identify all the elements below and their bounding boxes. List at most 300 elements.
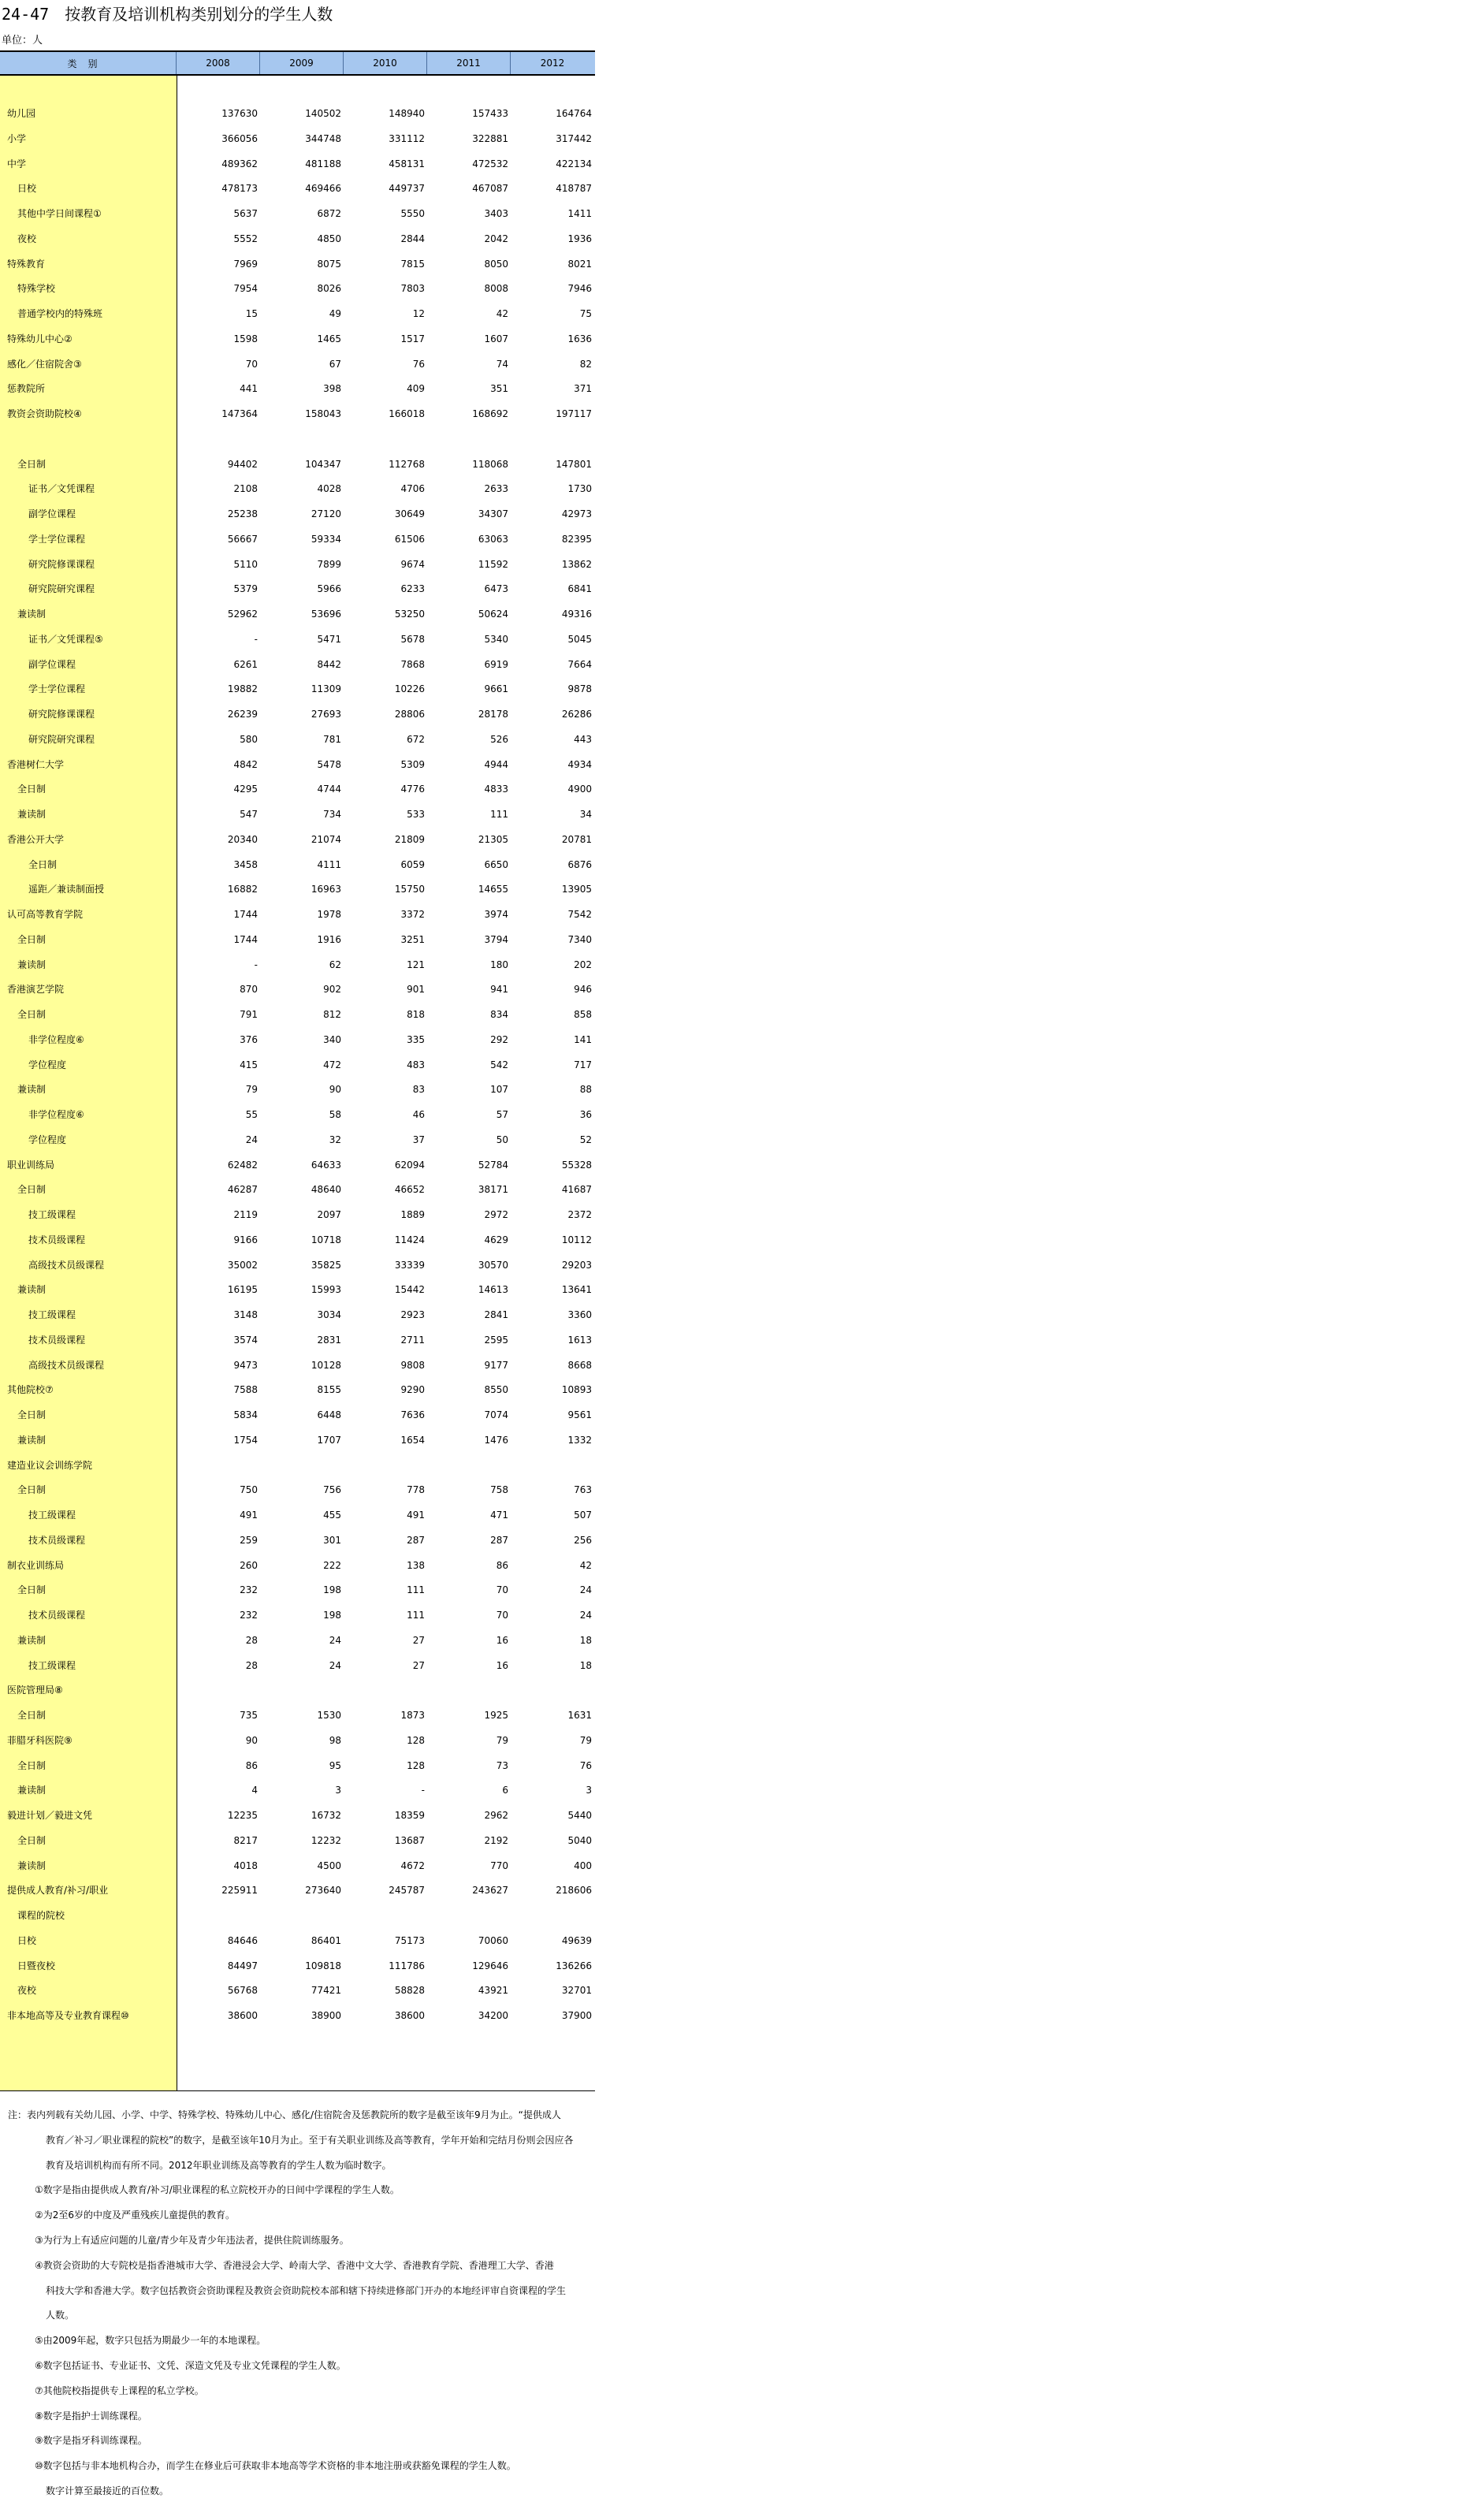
row-label: 技工级课程 bbox=[28, 1209, 76, 1220]
cell-2010: 37 bbox=[412, 1134, 425, 1145]
cell-2008: 366056 bbox=[221, 132, 258, 144]
cell-2011: 34200 bbox=[478, 2010, 508, 2021]
cell-2008: 28 bbox=[245, 1659, 258, 1671]
cell-2010: 128 bbox=[407, 1759, 425, 1771]
table-row bbox=[0, 652, 595, 677]
table-row bbox=[0, 1202, 595, 1227]
row-label: 技工级课程 bbox=[28, 1309, 76, 1320]
cell-2010: 148940 bbox=[389, 108, 425, 119]
cell-2009: 472 bbox=[323, 1059, 341, 1070]
cell-2009: 35825 bbox=[311, 1259, 341, 1271]
cell-2011: 3974 bbox=[484, 909, 508, 920]
row-label: 教资会资助院校④ bbox=[7, 408, 82, 419]
cell-2008: 70 bbox=[245, 358, 258, 370]
cell-2011: 292 bbox=[490, 1033, 508, 1045]
cell-2009: 1707 bbox=[317, 1434, 341, 1446]
cell-2010: 83 bbox=[412, 1084, 425, 1096]
table-row bbox=[0, 1402, 595, 1428]
cell-2012: 42973 bbox=[561, 508, 592, 519]
cell-2011: 6 bbox=[502, 1785, 508, 1796]
cell-2008: 7969 bbox=[233, 258, 258, 270]
row-label: 制衣业训练局 bbox=[7, 1559, 65, 1571]
table-row bbox=[0, 1277, 595, 1302]
cell-2012: 3360 bbox=[567, 1309, 592, 1320]
footnote-text: ⑦其他院校指提供专上课程的私立学校。 bbox=[35, 2384, 204, 2396]
data-table bbox=[0, 50, 595, 2090]
cell-2010: 2711 bbox=[400, 1334, 425, 1346]
cell-2008: 3574 bbox=[233, 1334, 258, 1346]
cell-2009: 3 bbox=[335, 1785, 341, 1796]
row-label: 兼读制 bbox=[17, 1084, 46, 1096]
cell-2011: 34307 bbox=[478, 508, 508, 519]
cell-2009: 198 bbox=[323, 1584, 341, 1596]
cell-2009: 756 bbox=[323, 1484, 341, 1496]
cell-2009: 1530 bbox=[317, 1710, 341, 1721]
cell-2009: 16963 bbox=[311, 884, 341, 895]
cell-2011: 38171 bbox=[478, 1184, 508, 1196]
cell-2008 bbox=[179, 426, 258, 452]
cell-2011: 30570 bbox=[478, 1259, 508, 1271]
cell-2009: 86401 bbox=[311, 1934, 341, 1946]
table-row bbox=[0, 1152, 595, 1178]
cell-2011: 11592 bbox=[478, 558, 508, 570]
table-row bbox=[0, 601, 595, 627]
cell-2012: 8668 bbox=[567, 1359, 592, 1371]
table-row bbox=[0, 301, 595, 326]
cell-2009: 27693 bbox=[311, 709, 341, 720]
cell-2008: 137630 bbox=[221, 108, 258, 119]
table-row bbox=[0, 802, 595, 827]
table-row bbox=[0, 977, 595, 1002]
cell-2011: 7074 bbox=[484, 1409, 508, 1420]
cell-2011 bbox=[430, 1453, 508, 1478]
cell-2010: 7815 bbox=[400, 258, 425, 270]
table-row bbox=[0, 902, 595, 927]
row-label: 全日制 bbox=[17, 1184, 46, 1196]
row-label: 香港演艺学院 bbox=[7, 984, 65, 996]
cell-2010: 13687 bbox=[394, 1834, 425, 1846]
cell-2011: 70 bbox=[496, 1610, 508, 1621]
cell-2008: 4 bbox=[251, 1785, 258, 1796]
row-label: 全日制 bbox=[17, 1009, 46, 1020]
row-label: 兼读制 bbox=[17, 609, 46, 620]
row-label: 技术员级课程 bbox=[28, 1534, 86, 1546]
table-row bbox=[0, 1353, 595, 1378]
row-label: 非学位程度⑥ bbox=[28, 1109, 84, 1120]
cell-2012: 507 bbox=[574, 1510, 592, 1521]
cell-2011: 6919 bbox=[484, 658, 508, 670]
cell-2011: 16 bbox=[496, 1634, 508, 1646]
table-row bbox=[0, 2003, 595, 2028]
cell-2010: 7868 bbox=[400, 658, 425, 670]
row-label: 普通学校内的特殊班 bbox=[17, 308, 103, 319]
cell-2010 bbox=[346, 1903, 425, 1928]
cell-2011: 758 bbox=[490, 1484, 508, 1496]
row-label: 技术员级课程 bbox=[28, 1334, 86, 1346]
cell-2010: 3372 bbox=[400, 909, 425, 920]
cell-2012 bbox=[513, 1453, 592, 1478]
cell-2011: 50624 bbox=[478, 609, 508, 620]
cell-2008: 791 bbox=[240, 1009, 258, 1020]
table-row bbox=[0, 1327, 595, 1353]
row-label: 兼读制 bbox=[17, 1634, 46, 1646]
cell-2012 bbox=[513, 426, 592, 452]
table-row bbox=[0, 1753, 595, 1778]
footnote-text: ⑩数字包括与非本地机构合办，而学生在修业后可获取非本地高等学术资格的非本地注册或获豁免课程的学生人数。 bbox=[35, 2460, 516, 2472]
cell-2010: 901 bbox=[407, 984, 425, 996]
cell-2009: 58 bbox=[329, 1109, 341, 1120]
cell-2009: 2831 bbox=[317, 1334, 341, 1346]
cell-2009: 8075 bbox=[317, 258, 341, 270]
table-row bbox=[0, 1227, 595, 1253]
cell-2008: 1744 bbox=[233, 933, 258, 945]
table-row bbox=[0, 101, 595, 126]
cell-2009: 6872 bbox=[317, 208, 341, 219]
row-label: 兼读制 bbox=[17, 1785, 46, 1796]
footnote-text: 教育及培训机构而有所不同。2012年职业训练及高等教育的学生人数为临时数字。 bbox=[46, 2159, 392, 2171]
cell-2012: 7946 bbox=[567, 283, 592, 295]
header-year-2010: 2010 bbox=[344, 52, 427, 74]
cell-2010: 30649 bbox=[394, 508, 425, 519]
table-row bbox=[0, 952, 595, 977]
cell-2008: - bbox=[254, 959, 258, 970]
cell-2010: 111 bbox=[407, 1584, 425, 1596]
cell-2008: 1754 bbox=[233, 1434, 258, 1446]
row-label: 毅进计划／毅进文凭 bbox=[7, 1810, 93, 1821]
cell-2008: 2119 bbox=[233, 1209, 258, 1220]
cell-2010: 53250 bbox=[394, 609, 425, 620]
cell-2009: 469466 bbox=[305, 183, 341, 195]
cell-2008: 5637 bbox=[233, 208, 258, 219]
cell-2009: 340 bbox=[323, 1033, 341, 1045]
cell-2010: 1873 bbox=[400, 1710, 425, 1721]
row-label: 非本地高等及专业教育课程⑩ bbox=[7, 2010, 129, 2021]
cell-2009: 344748 bbox=[305, 132, 341, 144]
cell-2009: 4111 bbox=[317, 858, 341, 870]
table-row bbox=[0, 676, 595, 702]
cell-2009: 7899 bbox=[317, 558, 341, 570]
cell-2010: 62094 bbox=[394, 1159, 425, 1171]
cell-2012: 5045 bbox=[567, 633, 592, 645]
cell-2011: 4944 bbox=[484, 758, 508, 770]
cell-2012: 9561 bbox=[567, 1409, 592, 1420]
cell-2010: 10226 bbox=[394, 683, 425, 695]
cell-2008: 5379 bbox=[233, 583, 258, 595]
table-row bbox=[0, 401, 595, 426]
cell-2010: 128 bbox=[407, 1734, 425, 1746]
row-label: 高级技术员级课程 bbox=[28, 1359, 105, 1371]
cell-2010: 5550 bbox=[400, 208, 425, 219]
footnote-text: ⑥数字包括证书、专业证书、文凭、深造文凭及专业文凭课程的学生人数。 bbox=[35, 2360, 346, 2371]
cell-2008: 260 bbox=[240, 1559, 258, 1571]
cell-2012: 49639 bbox=[561, 1934, 592, 1946]
table-row bbox=[0, 776, 595, 802]
cell-2010: 38600 bbox=[394, 2010, 425, 2021]
cell-2012: 82 bbox=[579, 358, 592, 370]
cell-2009: 15993 bbox=[311, 1284, 341, 1296]
row-label: 兼读制 bbox=[17, 959, 46, 970]
cell-2008: 62482 bbox=[227, 1159, 258, 1171]
cell-2011: 287 bbox=[490, 1534, 508, 1546]
cell-2008: 3458 bbox=[233, 858, 258, 870]
row-label: 特殊学校 bbox=[17, 283, 56, 295]
row-label: 职业训练局 bbox=[7, 1159, 55, 1171]
cell-2011: 3794 bbox=[484, 933, 508, 945]
cell-2010 bbox=[346, 1453, 425, 1478]
table-row bbox=[0, 1377, 595, 1402]
cell-2011: 86 bbox=[496, 1559, 508, 1571]
cell-2008: 4295 bbox=[233, 784, 258, 795]
cell-2010: 28806 bbox=[394, 709, 425, 720]
cell-2012: 52 bbox=[579, 1134, 592, 1145]
cell-2008: 870 bbox=[240, 984, 258, 996]
row-label: 菲腊牙科医院⑨ bbox=[7, 1734, 73, 1746]
cell-2010: 449737 bbox=[389, 183, 425, 195]
cell-2010: 15442 bbox=[394, 1284, 425, 1296]
cell-2009: 53696 bbox=[311, 609, 341, 620]
cell-2008: 12235 bbox=[227, 1810, 258, 1821]
cell-2010: 335 bbox=[407, 1033, 425, 1045]
row-label: 认可高等教育学院 bbox=[7, 909, 84, 920]
cell-2012: 7340 bbox=[567, 933, 592, 945]
table-row bbox=[0, 151, 595, 177]
cell-2010: 483 bbox=[407, 1059, 425, 1070]
cell-2009: 455 bbox=[323, 1510, 341, 1521]
table-row bbox=[0, 226, 595, 251]
cell-2012: 20781 bbox=[561, 833, 592, 845]
cell-2009: 77421 bbox=[311, 1985, 341, 1997]
cell-2008: 16882 bbox=[227, 884, 258, 895]
cell-2012: 29203 bbox=[561, 1259, 592, 1271]
table-row bbox=[0, 1102, 595, 1127]
cell-2009: 49 bbox=[329, 308, 341, 319]
cell-2008: 90 bbox=[245, 1734, 258, 1746]
footnote-text: ⑧数字是指护士训练课程。 bbox=[35, 2410, 147, 2422]
cell-2009: 32 bbox=[329, 1134, 341, 1145]
cell-2010: 287 bbox=[407, 1534, 425, 1546]
cell-2008: 56667 bbox=[227, 533, 258, 545]
cell-2011: 70060 bbox=[478, 1934, 508, 1946]
cell-2010: 21809 bbox=[394, 833, 425, 845]
cell-2010: 18359 bbox=[394, 1810, 425, 1821]
cell-2010: - bbox=[421, 1785, 425, 1796]
cell-2008: 26239 bbox=[227, 709, 258, 720]
row-label: 技术员级课程 bbox=[28, 1610, 86, 1621]
footnote-text: 科技大学和香港大学。数字包括教资会资助课程及教资会资助院校本部和辖下持续进修部门开办的本地经评审自资课程的学生 bbox=[46, 2284, 567, 2296]
cell-2009: 48640 bbox=[311, 1184, 341, 1196]
cell-2010: 33339 bbox=[394, 1259, 425, 1271]
cell-2008: 28 bbox=[245, 1634, 258, 1646]
table-row bbox=[0, 1052, 595, 1078]
cell-2008: 232 bbox=[240, 1610, 258, 1621]
cell-2010: 2923 bbox=[400, 1309, 425, 1320]
cell-2011: 168692 bbox=[472, 408, 508, 419]
row-label: 全日制 bbox=[17, 933, 46, 945]
cell-2012: 256 bbox=[574, 1534, 592, 1546]
footnote-text: 教育／补习／职业课程的院校”的数字，是截至该年10月为止。至于有关职业训练及高等教育，学年开始和完结月份则会因应各 bbox=[46, 2134, 574, 2146]
cell-2009: 1465 bbox=[317, 333, 341, 344]
cell-2011: 2841 bbox=[484, 1309, 508, 1320]
table-row bbox=[0, 326, 595, 352]
cell-2009: 4850 bbox=[317, 233, 341, 244]
cell-2010: 46652 bbox=[394, 1184, 425, 1196]
header-year-2009: 2009 bbox=[260, 52, 344, 74]
cell-2012: 197117 bbox=[556, 408, 592, 419]
cell-2009: 21074 bbox=[311, 833, 341, 845]
cell-2009: 24 bbox=[329, 1659, 341, 1671]
cell-2010: 5678 bbox=[400, 633, 425, 645]
cell-2011: 542 bbox=[490, 1059, 508, 1070]
table-row bbox=[0, 1953, 595, 1979]
row-label: 证书／文凭课程⑤ bbox=[28, 633, 103, 645]
cell-2012: 6841 bbox=[567, 583, 592, 595]
cell-2008: 489362 bbox=[221, 158, 258, 169]
row-label: 中学 bbox=[7, 158, 27, 169]
cell-2012: 41687 bbox=[561, 1184, 592, 1196]
cell-2012: 418787 bbox=[556, 183, 592, 195]
table-header-row bbox=[0, 50, 595, 76]
row-label: 其他中学日间课程① bbox=[17, 208, 102, 219]
row-label: 提供成人教育/补习/职业 bbox=[7, 1885, 109, 1897]
cell-2009 bbox=[262, 426, 341, 452]
cell-2011: 9177 bbox=[484, 1359, 508, 1371]
table-row bbox=[0, 527, 595, 552]
table-row bbox=[0, 1853, 595, 1878]
cell-2008: 5834 bbox=[233, 1409, 258, 1420]
cell-2009: 222 bbox=[323, 1559, 341, 1571]
cell-2010: 245787 bbox=[389, 1885, 425, 1897]
row-label: 研究院修课课程 bbox=[28, 709, 95, 720]
cell-2011: 467087 bbox=[472, 183, 508, 195]
cell-2012: 75 bbox=[579, 308, 592, 319]
row-label: 研究院研究课程 bbox=[28, 733, 95, 745]
cell-2008: 56768 bbox=[227, 1985, 258, 1997]
cell-2009: 104347 bbox=[305, 458, 341, 470]
footnote-text: ②为2至6岁的中度及严重残疾儿童提供的教育。 bbox=[35, 2209, 236, 2221]
cell-2008: 415 bbox=[240, 1059, 258, 1070]
header-year-2012: 2012 bbox=[540, 58, 565, 69]
cell-2011 bbox=[430, 1903, 508, 1928]
cell-2008: 735 bbox=[240, 1710, 258, 1721]
cell-2009: 4744 bbox=[317, 784, 341, 795]
cell-2012: 1613 bbox=[567, 1334, 592, 1346]
table-row bbox=[0, 276, 595, 301]
cell-2010: 491 bbox=[407, 1510, 425, 1521]
cell-2011: 2595 bbox=[484, 1334, 508, 1346]
table-row bbox=[0, 352, 595, 377]
table-row bbox=[0, 1528, 595, 1553]
header-year-2008: 2008 bbox=[177, 52, 260, 74]
cell-2010: 533 bbox=[407, 809, 425, 820]
row-label: 技工级课程 bbox=[28, 1659, 76, 1671]
cell-2012: 5440 bbox=[567, 1810, 592, 1821]
cell-2008: 547 bbox=[240, 809, 258, 820]
table-row bbox=[0, 752, 595, 777]
cell-2008: 232 bbox=[240, 1584, 258, 1596]
cell-2011: 770 bbox=[490, 1860, 508, 1871]
row-label: 特殊教育 bbox=[7, 258, 46, 270]
cell-2009: 2097 bbox=[317, 1209, 341, 1220]
cell-2011: 1476 bbox=[484, 1434, 508, 1446]
cell-2010: 5309 bbox=[400, 758, 425, 770]
cell-2008: 84646 bbox=[227, 1934, 258, 1946]
cell-2011: 180 bbox=[490, 959, 508, 970]
row-label: 日校 bbox=[17, 183, 37, 195]
table-row bbox=[0, 476, 595, 501]
cell-2011: 1925 bbox=[484, 1710, 508, 1721]
row-label: 兼读制 bbox=[17, 1434, 46, 1446]
table-row bbox=[0, 552, 595, 577]
row-label: 建造业议会训练学院 bbox=[7, 1459, 93, 1471]
cell-2008: 478173 bbox=[221, 183, 258, 195]
table-row bbox=[0, 1577, 595, 1603]
row-label: 小学 bbox=[7, 132, 27, 144]
table-row bbox=[0, 126, 595, 151]
cell-2012: 443 bbox=[574, 733, 592, 745]
table-row bbox=[0, 1703, 595, 1728]
cell-2009: 8442 bbox=[317, 658, 341, 670]
cell-2012: 422134 bbox=[556, 158, 592, 169]
cell-2011: 6473 bbox=[484, 583, 508, 595]
table-row bbox=[0, 201, 595, 226]
table-row bbox=[0, 576, 595, 601]
cell-2009: 95 bbox=[329, 1759, 341, 1771]
header-year-2011: 2011 bbox=[427, 52, 511, 74]
cell-2008: 79 bbox=[245, 1084, 258, 1096]
table-row bbox=[0, 1502, 595, 1528]
cell-2008: 4842 bbox=[233, 758, 258, 770]
table-row bbox=[0, 927, 595, 952]
cell-2008: 55 bbox=[245, 1109, 258, 1120]
table-row bbox=[0, 702, 595, 727]
row-label: 兼读制 bbox=[17, 1284, 46, 1296]
row-label: 非学位程度⑥ bbox=[28, 1033, 84, 1045]
cell-2012: 136266 bbox=[556, 1960, 592, 1971]
cell-2011: 472532 bbox=[472, 158, 508, 169]
cell-2011: 5340 bbox=[484, 633, 508, 645]
cell-2008: 7954 bbox=[233, 283, 258, 295]
cell-2011: 6650 bbox=[484, 858, 508, 870]
cell-2010: 111 bbox=[407, 1610, 425, 1621]
table-row bbox=[0, 727, 595, 752]
cell-2009: 109818 bbox=[305, 1960, 341, 1971]
cell-2008: 52962 bbox=[227, 609, 258, 620]
cell-2008 bbox=[179, 1453, 258, 1478]
row-label: 学位程度 bbox=[28, 1059, 67, 1070]
cell-2008: 259 bbox=[240, 1534, 258, 1546]
cell-2012: 1636 bbox=[567, 333, 592, 344]
cell-2010: 458131 bbox=[389, 158, 425, 169]
cell-2012: 763 bbox=[574, 1484, 592, 1496]
cell-2008: - bbox=[254, 633, 258, 645]
table-row bbox=[0, 1603, 595, 1628]
cell-2009: 902 bbox=[323, 984, 341, 996]
header-category: 类别 bbox=[0, 52, 177, 74]
cell-2008: 2108 bbox=[233, 483, 258, 495]
cell-2012: 371 bbox=[574, 383, 592, 395]
cell-2011 bbox=[430, 1677, 508, 1703]
cell-2008: 491 bbox=[240, 1510, 258, 1521]
table-row bbox=[0, 877, 595, 902]
cell-2010 bbox=[346, 426, 425, 452]
cell-2010: 27 bbox=[412, 1659, 425, 1671]
cell-2010: 9674 bbox=[400, 558, 425, 570]
cell-2011: 129646 bbox=[472, 1960, 508, 1971]
cell-2010: 1889 bbox=[400, 1209, 425, 1220]
table-row bbox=[0, 251, 595, 277]
cell-2012: 317442 bbox=[556, 132, 592, 144]
cell-2010: 4776 bbox=[400, 784, 425, 795]
